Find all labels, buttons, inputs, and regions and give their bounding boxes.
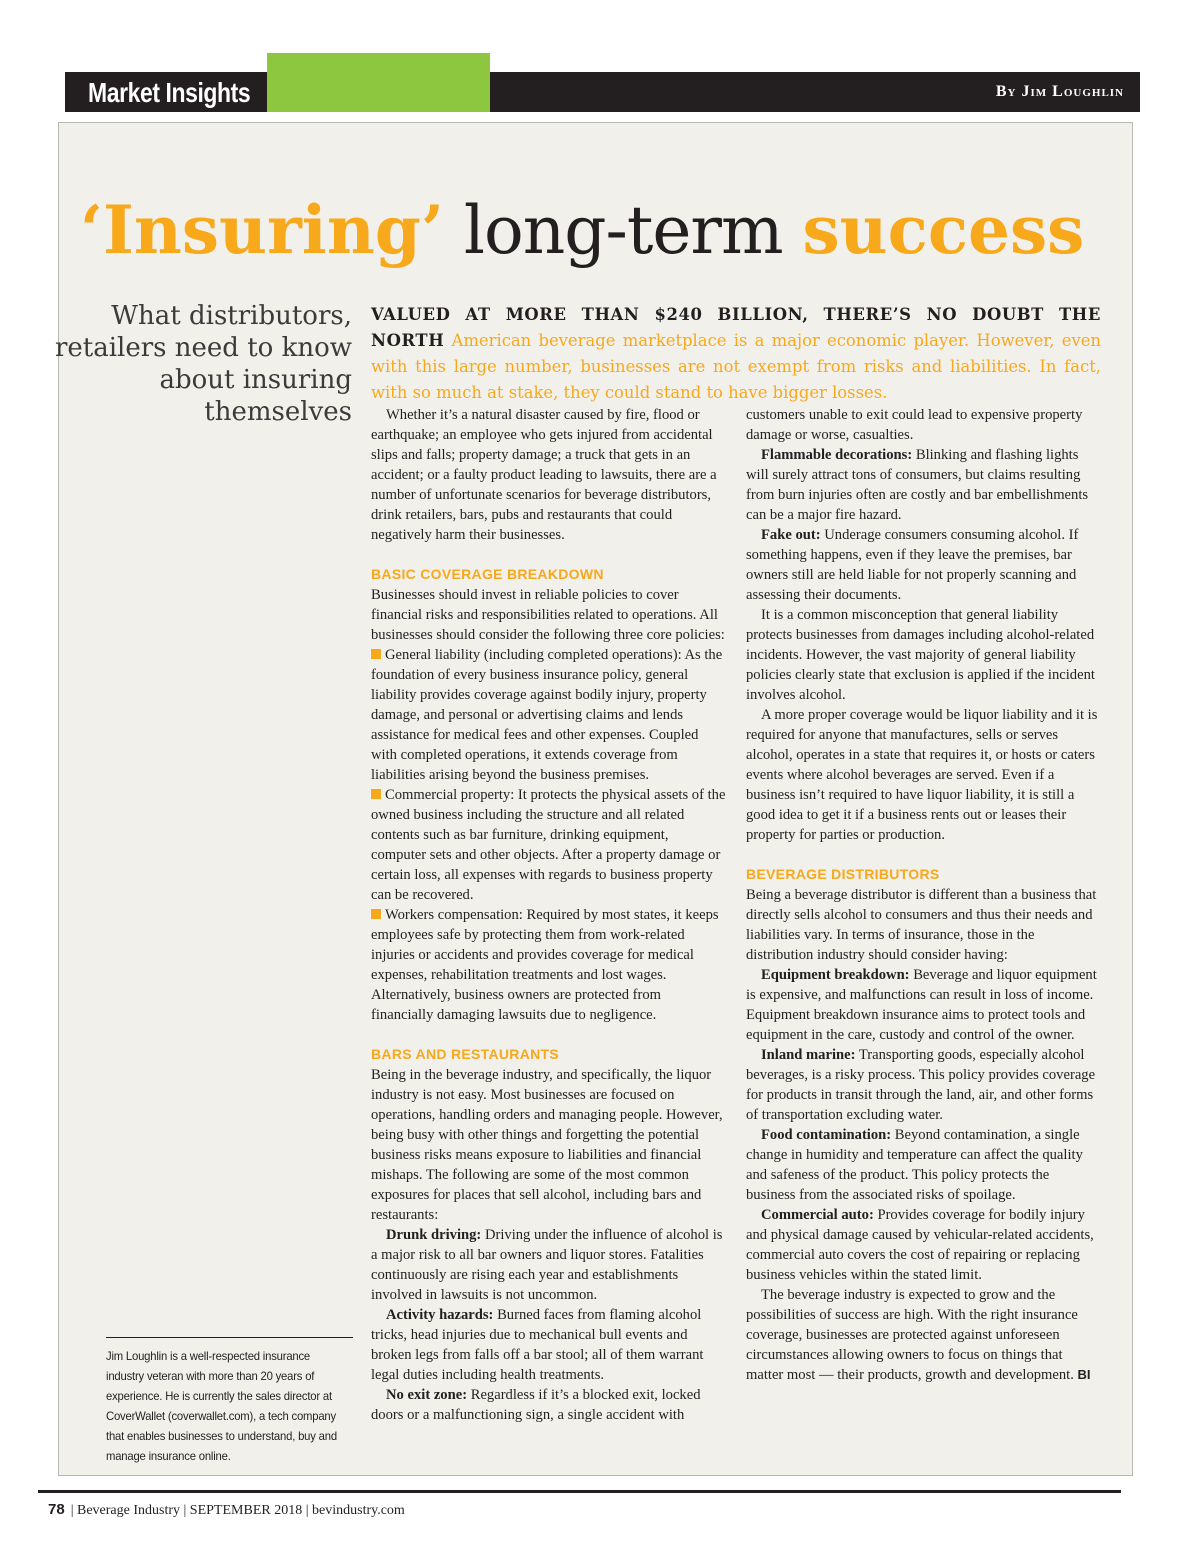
paragraph [371, 1385, 727, 1425]
bullet-text: Commercial property: It protects the physical assets of the owned business including the structure and all related contents such as bar furniture, drinking equipment, computer sets and other objects. After a property damage or certain loss, all expenses with regards to business property can be recovered. [371, 787, 726, 903]
bullet-item [371, 785, 727, 905]
run-in-term: Flammable decorations: [761, 447, 913, 463]
paragraph-text: Transporting goods, especially alcohol beverages, is a risky process. This policy provides coverage for products in transit through the land, air, and other forms of transportation excluding water. [746, 1047, 1096, 1123]
paragraph [746, 445, 1102, 525]
paragraph-text: Blinking and flashing lights will surely attract tons of consumers, but claims resulting from burn injuries often are costly and bar embellishments can be a major fire hazard. [746, 447, 1089, 523]
square-bullet-icon [371, 649, 381, 659]
deck: What distributors, retailers need to know about insuring themselves [54, 301, 352, 427]
paragraph-text: Beyond contamination, a single change in humidity and temperature can affect the quality and safeness of the product. This policy protects the business from the associated risks of spoilage. [746, 1127, 1083, 1203]
paragraph-text: Underage consumers consuming alcohol. If something happens, even if they leave the premises, bar owners still are held liable for not properly scanning and assessing their documents. [746, 527, 1079, 603]
square-bullet-icon [371, 789, 381, 799]
run-in-term: Fake out: [761, 527, 821, 543]
lede [371, 302, 1101, 406]
headline-part-2: long-term [443, 192, 803, 269]
paragraph-text: Regardless if it’s a blocked exit, locked doors or a malfunctioning sign, a single accident with [371, 1387, 701, 1423]
bullet-text: Workers compensation: Required by most states, it keeps employees safe by protecting them from work-related injuries or accidents and provides coverage for medical expenses, rehabilitation treatments and lost wages. Alternatively, business owners are protected from financially damaging lawsuits due to negligence. [371, 907, 719, 1023]
column-left [371, 405, 727, 1425]
paragraph [746, 1045, 1102, 1125]
paragraph-text: Beverage and liquor equipment is expensive, and malfunctions can result in loss of income. Equipment breakdown insurance aims to protect tools and equipment in the care, custody and control of the owner. [746, 967, 1097, 1043]
end-mark: BI [1077, 1367, 1091, 1382]
byline: By Jim Loughlin [995, 83, 1124, 100]
bullet-text: General liability (including completed operations): As the foundation of every business insurance policy, general liability provides coverage against bodily injury, property damage, and personal or advertising claims and lends assistance for medical fees and other expenses. Coupled with completed operations, it extends coverage from liabilities arising beyond the business premises. [371, 647, 723, 783]
paragraph-text: The beverage industry is expected to grow and the possibilities of success are high. With the right insurance coverage, businesses are protected against unforeseen circumstances allowing owners to focus on things that matter most — their products, growth and development. [746, 1287, 1078, 1383]
paragraph: Being a beverage distributor is different than a business that directly sells alcohol to consumers and thus their needs and liabilities vary. In terms of insurance, those in the distribution industry should consider having: [746, 887, 1097, 963]
subhead-basic-coverage: BASIC COVERAGE BREAKDOWN [371, 566, 604, 582]
section-label: Market Insights [88, 77, 251, 108]
run-in-term: No exit zone: [386, 1387, 468, 1403]
paragraph [746, 965, 1102, 1045]
bullet-item [371, 645, 727, 785]
paragraph: Being in the beverage industry, and specifically, the liquor industry is not easy. Most businesses are focused on operations, handling orders and managing people. However, being busy with other things and forgetting the potential business risks means exposure to liabilities and financial mishaps. The following are some of the most common exposures for places that sell alcohol, including bars and restaurants: [371, 1067, 723, 1223]
paragraph: It is a common misconception that general liability protects businesses from damages including alcohol-related incidents. However, the vast majority of general liability policies clearly state that exclusion is applied if the incident involves alcohol. [746, 607, 1095, 703]
paragraph [746, 1285, 1102, 1385]
author-bio: Jim Loughlin is a well-respected insurance industry veteran with more than 20 years of experience. He is currently the sales director at CoverWallet (coverwallet.com), a tech company that enables businesses to understand, buy and manage insurance online. [106, 1349, 337, 1463]
column-right [746, 405, 1102, 1385]
paragraph [746, 1125, 1102, 1205]
paragraph: Whether it’s a natural disaster caused by fire, flood or earthquake; an employee who gets injured from accidental slips and falls; property damage; a truck that gets in an accident; or a faulty product leading to lawsuits, there are a number of unfortunate scenarios for beverage distributors, drink retailers, bars, pubs and restaurants that could negatively harm their businesses. [371, 407, 717, 543]
paragraph [746, 1205, 1102, 1285]
square-bullet-icon [371, 909, 381, 919]
header-accent-block [267, 53, 490, 112]
paragraph [371, 1305, 727, 1385]
lede-rest: American beverage marketplace is a major economic player. However, even with this large number, businesses are not exempt from risks and liabilities. In fact, with so much at stake, they could stand to have bigger losses. [371, 331, 1101, 402]
subhead-beverage-distributors: BEVERAGE DISTRIBUTORS [746, 866, 940, 882]
paragraph: Businesses should invest in reliable policies to cover financial risks and responsibilities related to operations. All businesses should consider the following three core policies: [371, 587, 725, 643]
run-in-term: Food contamination: [761, 1127, 892, 1143]
paragraph [371, 1225, 727, 1305]
headline-part-3: success [802, 191, 1085, 269]
headline [80, 190, 1120, 271]
run-in-term: Drunk driving: [386, 1227, 482, 1243]
paragraph-text: Provides coverage for bodily injury and physical damage caused by vehicular-related accidents, commercial auto covers the cost of repairing or replacing business vehicles within the stated limit. [746, 1207, 1094, 1283]
lede-caps: VALUED AT MORE THAN $240 BILLION, THERE’S NO DOUBT THE NORTH [371, 305, 1101, 350]
footer [48, 1500, 405, 1521]
run-in-term: Inland marine: [761, 1047, 856, 1063]
headline-part-1: ‘Insuring’ [80, 191, 444, 269]
paragraph: A more proper coverage would be liquor liability and it is required for anyone that manufactures, sells or serves alcohol, operates in a state that requires it, or hosts or caters events where alcohol beverages are served. Even if a business isn’t required to have liquor liability, it is still a good idea to get it if a business rents out or leases their property for parties or production. [746, 707, 1098, 843]
subhead-bars-restaurants: BARS AND RESTAURANTS [371, 1046, 559, 1062]
paragraph-text: Driving under the influence of alcohol is a major risk to all bar owners and liquor stores. Fatalities continuously are rising each year and establishments involved in lawsuits is not uncommon. [371, 1227, 723, 1303]
bullet-item [371, 905, 727, 1025]
bio-divider [106, 1337, 353, 1338]
footer-text: | Beverage Industry | SEPTEMBER 2018 | bevindustry.com [70, 1503, 405, 1518]
paragraph: customers unable to exit could lead to expensive property damage or worse, casualties. [746, 407, 1083, 443]
paragraph [746, 525, 1102, 605]
page-number: 78 [48, 1501, 65, 1518]
run-in-term: Equipment breakdown: [761, 967, 910, 983]
run-in-term: Commercial auto: [761, 1207, 874, 1223]
run-in-term: Activity hazards: [386, 1307, 494, 1323]
paragraph-text: Burned faces from flaming alcohol tricks, head injuries due to mechanical bull events and broken legs from falls off a bar stool; all of them warrant legal duties including health treatments. [371, 1307, 704, 1383]
footer-divider [38, 1490, 1121, 1493]
